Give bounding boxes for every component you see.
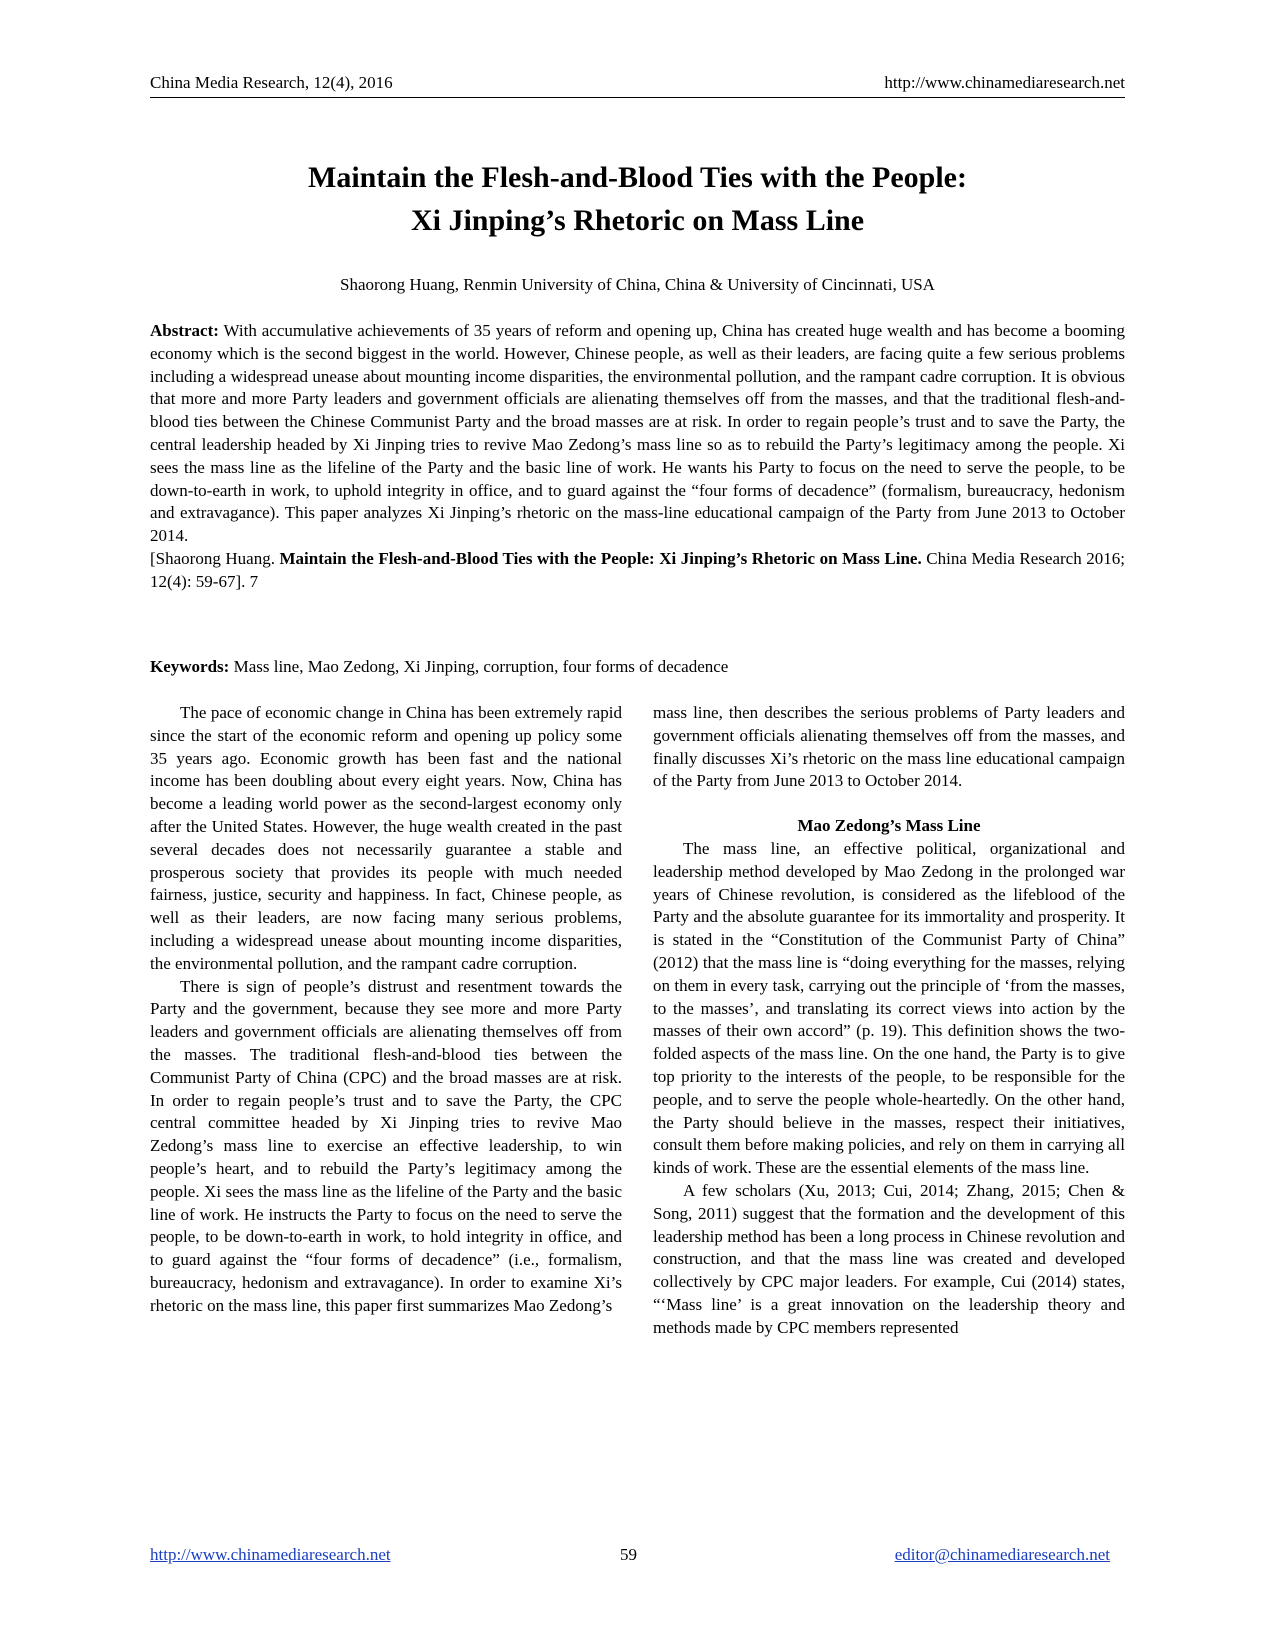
keywords-text: Mass line, Mao Zedong, Xi Jinping, corruption, four forms of decadence [229,657,729,676]
right-column [653,702,1125,1340]
body-paragraph: There is sign of people’s distrust and resentment towards the Party and the government, because they see more and more Party leaders and government officials are alienating themselves off from the masses. The traditional flesh-and-blood ties between the Communist Party of China (CPC) and the broad masses are at risk. In order to regain people’s trust and to save the Party, the CPC central committee headed by Xi Jinping tries to revive Mao Zedong’s mass line to exercise an effective leadership, to win people’s heart, and to rebuild the Party’s legitimacy among the people. Xi sees the mass line as the lifeline of the Party and the basic line of work. He instructs the Party to focus on the need to serve the people, to be down-to-earth in work, to hold integrity in office, and to guard against the “four forms of decadence” (i.e., formalism, bureaucracy, hedonism and extravagance). In order to examine Xi’s rhetoric on the mass line, this paper first summarizes Mao Zedong’s [150,976,622,1315]
author-affiliation: Shaorong Huang, Renmin University of China, China & University of Cincinnati, USA [340,275,935,294]
journal-url: http://www.chinamediaresearch.net [884,73,1125,92]
keywords-label: Keywords: [150,657,230,676]
journal-citation: China Media Research, 12(4), 2016 [150,73,393,92]
citation-suffix: China Media Research 2016; 12(4): 59-67]. 7 [150,548,1125,591]
abstract [150,320,1125,594]
title-line-2: Xi Jinping’s Rhetoric on Mass Line [410,204,865,237]
left-column [150,702,622,1318]
citation-prefix: [Shaorong Huang. [150,548,280,568]
abstract-text: With accumulative achievements of 35 years of reform and opening up, China has created huge wealth and has become a booming economy which is the second biggest in the world. However, Chinese people, as well as their leaders, are facing quite a few serious problems including a widespread unease about mounting income disparities, the environmental pollution, and the rampant cadre corruption. It is obvious that more and more Party leaders and government officials are alienating themselves off from the masses, and that the traditional flesh-and-blood ties between the Chinese Communist Party and the broad masses are at risk. In order to regain people’s trust and to save the Party, the central leadership headed by Xi Jinping tries to revive Mao Zedong’s mass line so as to rebuild the Party’s legitimacy among the people. Xi sees the mass line as the lifeline of the Party and the basic line of work. He wants his Party to focus on the need to serve the people, to be down-to-earth in work, to uphold integrity in office, and to guard against the “four forms of decadence” (formalism, bureaucracy, hedonism and extravagance). This paper analyzes Xi Jinping’s rhetoric on the mass-line educational campaign of the Party from June 2013 to October 2014. [150,321,1125,546]
footer-email-link[interactable]: editor@chinamediaresearch.net [894,1545,1110,1564]
abstract-citation [150,548,1125,594]
page-number: 59 [620,1545,637,1564]
title-line-1: Maintain the Flesh-and-Blood Ties with the People: [308,161,967,194]
keywords [150,656,1125,678]
running-header [150,72,1125,98]
body-paragraph: A few scholars (Xu, 2013; Cui, 2014; Zhang, 2015; Chen & Song, 2011) suggest that the formation and the development of this leadership method has been a long process in Chinese revolution and construction, and that the mass line was created and developed collectively by CPC major leaders. For example, Cui (2014) states, “‘Mass line’ is a great innovation on the leadership theory and methods made by CPC members represented [653,1180,1125,1337]
abstract-body [150,320,1125,548]
body-paragraph: mass line, then describes the serious problems of Party leaders and government officials alienating themselves off from the masses, and finally discusses Xi’s rhetoric on the mass line educational campaign of the Party from June 2013 to October 2014. [653,703,1125,791]
abstract-label: Abstract: [150,321,219,340]
citation-title: Maintain the Flesh-and-Blood Ties with the People: Xi Jinping’s Rhetoric on Mass Line. [279,548,922,568]
paper-title [150,156,1125,242]
section-heading: Mao Zedong’s Mass Line [797,816,981,836]
body-paragraph: The mass line, an effective political, organizational and leadership method developed by Mao Zedong in the prolonged war years of Chinese revolution, is considered as the lifeblood of the Party and the absolute guarantee for its immortality and prosperity. It is stated in the “Constitution of the Communist Party of China” (2012) that the mass line is “doing everything for the masses, relying on them in every task, carrying out the principle of ‘from the masses, to the masses’, and translating its correct views into action by the masses of their own accord” (p. 19). This definition shows the two-folded aspects of the mass line. On the one hand, the Party is to give top priority to the interests of the people, to be responsible for the people, and to serve the people whole-heartedly. On the other hand, the Party should believe in the masses, respect their initiatives, consult them before making policies, and rely on them in carrying all kinds of work. These are the essential elements of the mass line. [653,838,1125,1178]
footer-website-link[interactable]: http://www.chinamediaresearch.net [150,1545,391,1564]
body-paragraph: The pace of economic change in China has been extremely rapid since the start of the economic reform and opening up policy some 35 years ago. Economic growth has been fast and the national income has been doubling about every eight years. Now, China has become a leading world power as the second-largest economy only after the United States. However, the huge wealth created in the past several decades does not necessarily guarantee a stable and prosperous society that provides its people with much needed fairness, justice, security and happiness. In fact, Chinese people, as well as their leaders, are now facing many serious problems, including a widespread unease about mounting income disparities, the environmental pollution, and the rampant cadre corruption. [150,703,622,973]
